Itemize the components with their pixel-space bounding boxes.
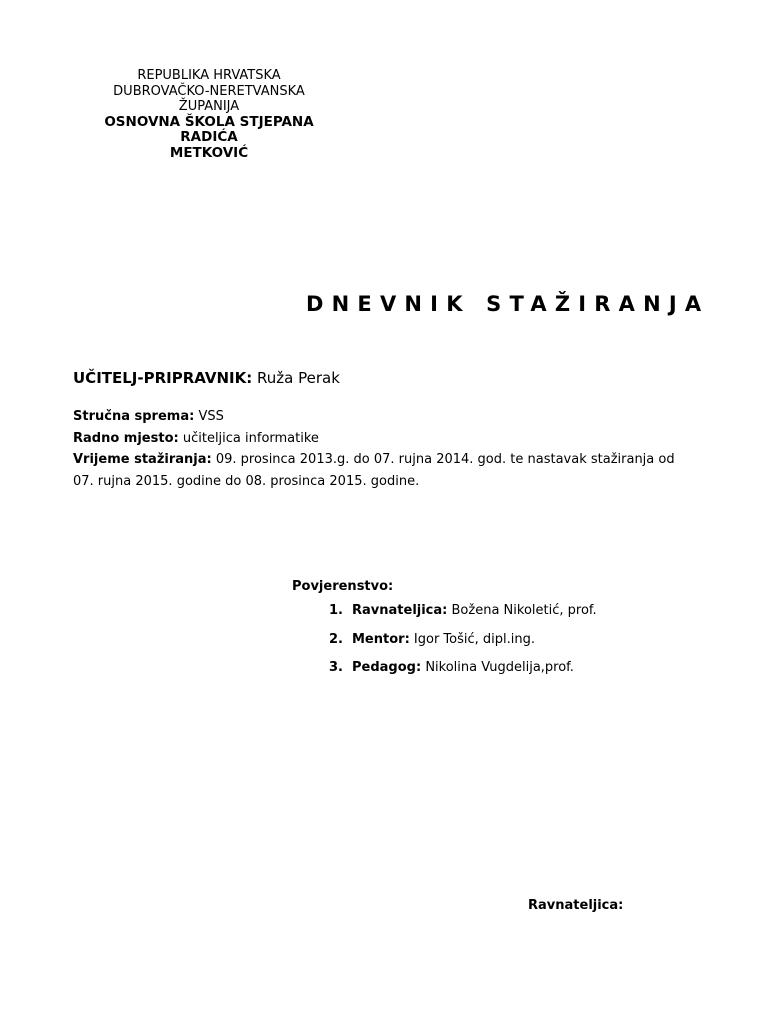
member-role: Mentor: — [352, 631, 410, 647]
list-item — [292, 632, 597, 661]
header-school-line1: OSNOVNA ŠKOLA STJEPANA — [104, 113, 314, 130]
member-name: Božena Nikoletić, prof. — [451, 603, 597, 618]
period-row — [73, 449, 693, 492]
qualification-label: Stručna sprema: — [73, 409, 195, 424]
list-item — [292, 603, 597, 632]
position-label: Radno mjesto: — [73, 430, 179, 446]
member-name: Nikolina Vugdelija,prof. — [425, 660, 574, 675]
qualification-row — [73, 406, 693, 428]
header-county-line1: DUBROVAČKO-NERETVANSKA — [113, 83, 305, 99]
document-title: DNEVNIK STAŽIRANJA — [306, 292, 710, 316]
committee-section — [292, 579, 597, 689]
member-role: Pedagog: — [352, 660, 422, 675]
trainee-name: Ruža Perak — [257, 369, 340, 387]
period-value: 09. prosinca 2013.g. do 07. rujna 2014. god. te nastavak stažiranja od 07. rujna 2015. godine do 08. prosinca 2015. godine. — [73, 452, 675, 489]
list-item-number: 2. — [329, 631, 343, 647]
trainee-label: UČITELJ-PRIPRAVNIK: — [73, 369, 253, 387]
header-school-line2: RADIĆA — [180, 129, 238, 145]
committee-list — [292, 603, 597, 689]
committee-heading: Povjerenstvo: — [292, 579, 394, 594]
list-item-number: 3. — [329, 660, 343, 675]
qualification-value: VSS — [198, 409, 224, 424]
school-header — [95, 68, 323, 161]
trainee-line — [73, 369, 340, 387]
position-value: učiteljica informatike — [182, 430, 319, 446]
signature-label: Ravnateljica: — [528, 898, 624, 913]
header-county-line2: ŽUPANIJA — [178, 99, 240, 114]
header-city: METKOVIĆ — [169, 144, 249, 161]
header-country: REPUBLIKA HRVATSKA — [137, 68, 281, 83]
trainee-info — [73, 406, 693, 492]
position-row — [73, 428, 693, 450]
member-role: Ravnateljica: — [352, 603, 448, 618]
list-item-number: 1. — [329, 603, 343, 618]
member-name: Igor Tošić, dipl.ing. — [413, 631, 536, 647]
list-item — [292, 660, 597, 689]
period-label: Vrijeme stažiranja: — [73, 452, 212, 467]
